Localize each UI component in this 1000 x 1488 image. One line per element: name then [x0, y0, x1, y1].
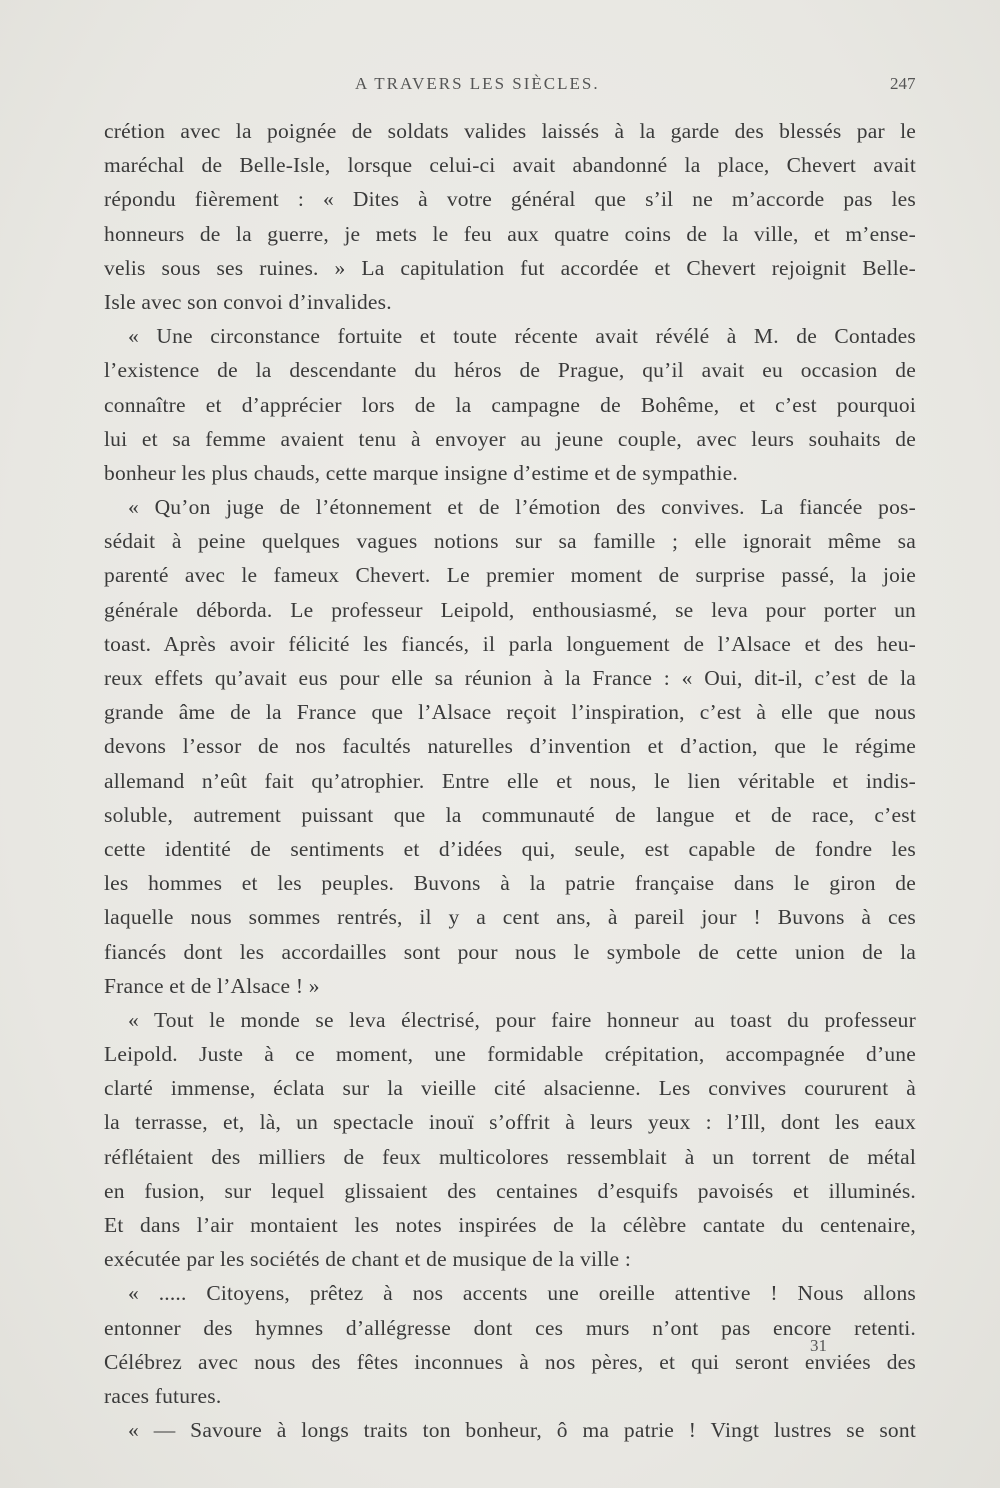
text-line: races futures.	[104, 1383, 222, 1408]
text-line: « Une circonstance fortuite et toute récente avait révélé à M. de Contades	[128, 324, 916, 349]
text-line: Et dans l’air montaient les notes inspirées de la célèbre cantate du centenaire,	[104, 1213, 916, 1237]
text-line: répondu fièrement : « Dites à votre général que s’il ne m’accorde pas les	[104, 187, 916, 212]
text-line: maréchal de Belle-Isle, lorsque celui-ci avait abandonné la place, Chevert avait	[104, 153, 916, 178]
text-line: allemand n’eût fait qu’atrophier. Entre elle et nous, le lien véritable et indis-	[104, 768, 916, 793]
text-line: générale déborda. Le professeur Leipold, enthousiasmé, se leva pour porter un	[104, 597, 916, 622]
text-line: « Qu’on juge de l’étonnement et de l’émotion des convives. La fiancée pos-	[128, 495, 916, 520]
text-line: lui et sa femme avaient tenu à envoyer au jeune couple, avec leurs souhaits de	[104, 426, 916, 451]
text-line: Célébrez avec nous des fêtes inconnues à nos pères, et qui seront enviées des	[104, 1349, 916, 1374]
text-line: clarté immense, éclata sur la vieille cité alsacienne. Les convives coururent à	[104, 1076, 916, 1101]
text-line: Leipold. Juste à ce moment, une formidable crépitation, accompagnée d’une	[104, 1042, 916, 1067]
text-line: parenté avec le fameux Chevert. Le premier moment de surprise passé, la joie	[104, 563, 916, 588]
running-title: A TRAVERS LES SIÈCLES.	[355, 74, 600, 93]
text-line: en fusion, sur lequel glissaient des centaines d’esquifs pavoisés et illuminés.	[104, 1178, 916, 1203]
text-line: bonheur les plus chauds, cette marque insigne d’estime et de sympathie.	[104, 460, 738, 485]
text-line: « — Savoure à longs traits ton bonheur, ô ma patrie ! Vingt lustres se sont	[128, 1418, 916, 1443]
text-line: les hommes et les peuples. Buvons à la patrie française dans le giron de	[104, 871, 916, 896]
text-line: crétion avec la poignée de soldats valides laissés à la garde des blessés par le	[104, 119, 916, 143]
text-line: grande âme de la France que l’Alsace reçoit l’inspiration, c’est à elle que nous	[104, 700, 916, 725]
text-line: la terrasse, et, là, un spectacle inouï s’offrit à leurs yeux : l’Ill, dont les eaux	[104, 1110, 916, 1135]
text-line: Isle avec son convoi d’invalides.	[104, 289, 392, 314]
text-line: « Tout le monde se leva électrisé, pour faire honneur au toast du professeur	[128, 1007, 916, 1032]
text-line: connaître et d’apprécier lors de la campagne de Bohême, et c’est pourquoi	[104, 392, 916, 417]
signature-mark: 31	[810, 1336, 827, 1355]
text-line: réflétaient des milliers de feux multicolores ressemblait à un torrent de métal	[104, 1144, 916, 1169]
text-line: sédait à peine quelques vagues notions sur sa famille ; elle ignorait même sa	[104, 529, 916, 554]
running-head	[0, 74, 1000, 100]
text-line: exécutée par les sociétés de chant et de musique de la ville :	[104, 1247, 631, 1272]
body-text	[104, 114, 916, 1447]
page-number: 247	[890, 74, 916, 93]
text-line: l’existence de la descendante du héros de Prague, qu’il avait eu occasion de	[104, 358, 916, 383]
text-line: velis sous ses ruines. » La capitulation fut accordée et Chevert rejoignit Belle-	[104, 255, 916, 280]
text-line: fiancés dont les accordailles sont pour nous le symbole de cette union de la	[104, 939, 916, 964]
text-line: « ..... Citoyens, prêtez à nos accents une oreille attentive ! Nous allons	[128, 1281, 916, 1306]
text-line: cette identité de sentiments et d’idées qui, seule, est capable de fondre les	[104, 836, 916, 861]
text-line: laquelle nous sommes rentrés, il y a cent ans, à pareil jour ! Buvons à ces	[104, 905, 916, 930]
text-line: reux effets qu’avait eus pour elle sa réunion à la France : « Oui, dit-il, c’est de la	[104, 666, 916, 690]
text-line: toast. Après avoir félicité les fiancés, il parla longuement de l’Alsace et des heu-	[104, 631, 916, 656]
text-line: France et de l’Alsace ! »	[104, 973, 320, 998]
text-line: entonner des hymnes d’allégresse dont ces murs n’ont pas encore retenti.	[104, 1315, 916, 1340]
text-line: devons l’essor de nos facultés naturelles d’invention et d’action, que le régime	[104, 734, 916, 759]
text-line: honneurs de la guerre, je mets le feu aux quatre coins de la ville, et m’ense-	[104, 221, 916, 246]
text-line: soluble, autrement puissant que la communauté de langue et de race, c’est	[104, 802, 916, 827]
